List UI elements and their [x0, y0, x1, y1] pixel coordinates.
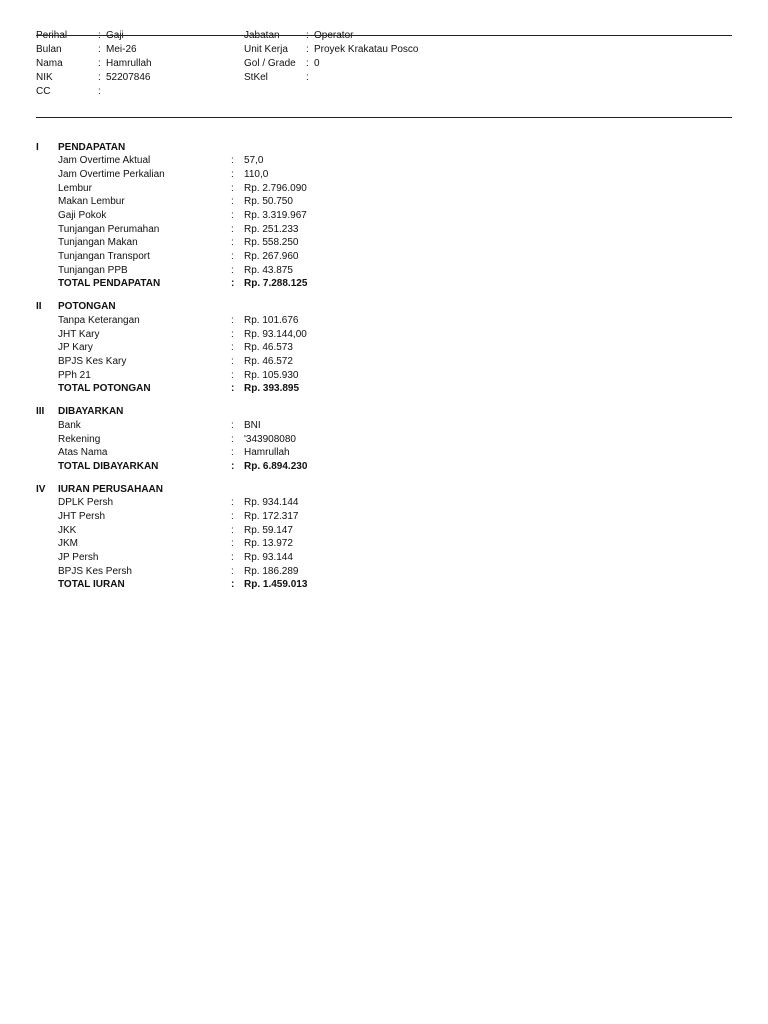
line-item-value: Rp. 13.972: [244, 538, 293, 549]
line-item: [0, 210, 768, 223]
line-item-label: Tunjangan Perumahan: [58, 224, 160, 235]
line-item-value: Rp. 43.875: [244, 265, 293, 276]
total-label: TOTAL IURAN: [58, 579, 125, 590]
line-item-label: Tanpa Keterangan: [58, 315, 140, 326]
header-label-nama: Nama: [36, 58, 63, 69]
line-item-label: Atas Nama: [58, 447, 108, 458]
line-item-value: Rp. 3.319.967: [244, 210, 307, 221]
section-number: I: [36, 142, 39, 153]
line-item-label: JHT Persh: [58, 511, 106, 522]
line-item-colon: :: [231, 566, 234, 577]
header-value-nik: 52207846: [106, 72, 151, 83]
line-item-value: '343908080: [244, 434, 296, 445]
line-item-colon: :: [231, 265, 234, 276]
line-item-value: Hamrullah: [244, 447, 290, 458]
line-item-label: Tunjangan Makan: [58, 237, 138, 248]
header-value-perihal: Gaji: [106, 30, 124, 41]
line-item: [0, 342, 768, 355]
line-item-value: Rp. 934.144: [244, 497, 299, 508]
header-colon: :: [98, 86, 101, 97]
line-item-label: BPJS Kes Kary: [58, 356, 127, 367]
total-colon: :: [231, 579, 235, 590]
header-label-perihal: Perihal: [36, 30, 68, 41]
line-item: [0, 315, 768, 328]
total-row: [0, 278, 768, 291]
line-item-colon: :: [231, 169, 234, 180]
line-item-colon: :: [231, 552, 234, 563]
header-label-bulan: Bulan: [36, 44, 62, 55]
line-item: [0, 552, 768, 565]
line-item-label: JP Persh: [58, 552, 99, 563]
line-item: [0, 169, 768, 182]
line-item: [0, 155, 768, 168]
line-item-colon: :: [231, 538, 234, 549]
line-item-label: PPh 21: [58, 370, 91, 381]
line-item-colon: :: [231, 525, 234, 536]
line-item-colon: :: [231, 447, 234, 458]
line-item-value: Rp. 105.930: [244, 370, 299, 381]
line-item: [0, 434, 768, 447]
line-item: [0, 356, 768, 369]
line-item-value: Rp. 50.750: [244, 196, 293, 207]
header-colon: :: [306, 30, 309, 41]
section-title: DIBAYARKAN: [58, 406, 124, 417]
line-item-value: Rp. 558.250: [244, 237, 299, 248]
line-item-value: Rp. 46.573: [244, 342, 293, 353]
line-item-value: Rp. 172.317: [244, 511, 299, 522]
line-item-value: Rp. 251.233: [244, 224, 299, 235]
line-item-label: Bank: [58, 420, 81, 431]
line-item: [0, 370, 768, 383]
header-colon: :: [306, 44, 309, 55]
line-item-colon: :: [231, 224, 234, 235]
total-row: [0, 461, 768, 474]
line-item-colon: :: [231, 183, 234, 194]
total-row: [0, 579, 768, 592]
total-value: Rp. 6.894.230: [244, 461, 308, 472]
header-value-gol-grade: 0: [314, 58, 320, 69]
line-item: [0, 447, 768, 460]
total-colon: :: [231, 383, 235, 394]
line-item: [0, 224, 768, 237]
section-number: III: [36, 406, 45, 417]
line-item-colon: :: [231, 196, 234, 207]
line-item-colon: :: [231, 315, 234, 326]
header-value-bulan: Mei-26: [106, 44, 137, 55]
line-item-value: 110,0: [244, 169, 269, 180]
header-label-nik: NIK: [36, 72, 53, 83]
line-item: [0, 265, 768, 278]
line-item: [0, 566, 768, 579]
total-value: Rp. 7.288.125: [244, 278, 308, 289]
header-value-nama: Hamrullah: [106, 58, 152, 69]
line-item: [0, 237, 768, 250]
line-item-value: Rp. 46.572: [244, 356, 293, 367]
line-item-colon: :: [231, 342, 234, 353]
line-item-value: Rp. 93.144,00: [244, 329, 307, 340]
header-label-unit-kerja: Unit Kerja: [244, 44, 288, 55]
line-item-colon: :: [231, 497, 234, 508]
line-item-label: JKK: [58, 525, 77, 536]
header-value-unit-kerja: Proyek Krakatau Posco: [314, 44, 419, 55]
line-item: [0, 196, 768, 209]
header-colon: :: [98, 44, 101, 55]
line-item-colon: :: [231, 370, 234, 381]
line-item-label: Gaji Pokok: [58, 210, 107, 221]
header-colon: :: [98, 58, 101, 69]
line-item: [0, 525, 768, 538]
line-item: [0, 420, 768, 433]
header-value-jabatan: Operator: [314, 30, 354, 41]
line-item-value: Rp. 267.960: [244, 251, 299, 262]
header-bottom-rule: [36, 117, 732, 118]
line-item-label: DPLK Persh: [58, 497, 114, 508]
line-item-value: Rp. 59.147: [244, 525, 293, 536]
line-item-value: 57,0: [244, 155, 264, 166]
line-item: [0, 497, 768, 510]
line-item-label: JP Kary: [58, 342, 93, 353]
line-item-colon: :: [231, 237, 234, 248]
total-value: Rp. 393.895: [244, 383, 300, 394]
header-colon: :: [98, 30, 101, 41]
line-item: [0, 329, 768, 342]
line-item-colon: :: [231, 251, 234, 262]
line-item-label: BPJS Kes Persh: [58, 566, 132, 577]
line-item-value: Rp. 101.676: [244, 315, 299, 326]
section-title: PENDAPATAN: [58, 142, 126, 153]
total-label: TOTAL DIBAYARKAN: [58, 461, 159, 472]
total-value: Rp. 1.459.013: [244, 579, 308, 590]
total-colon: :: [231, 461, 235, 472]
line-item-value: Rp. 186.289: [244, 566, 299, 577]
line-item: [0, 183, 768, 196]
section-title: POTONGAN: [58, 301, 116, 312]
line-item-label: JKM: [58, 538, 78, 549]
line-item-label: Jam Overtime Perkalian: [58, 169, 165, 180]
header-label-stkel: StKel: [244, 72, 268, 83]
section-title: IURAN PERUSAHAAN: [58, 484, 164, 495]
line-item-colon: :: [231, 329, 234, 340]
line-item-value: BNI: [244, 420, 261, 431]
line-item-colon: :: [231, 434, 234, 445]
total-row: [0, 383, 768, 396]
header-colon: :: [306, 58, 309, 69]
line-item-label: Lembur: [58, 183, 92, 194]
header-colon: :: [306, 72, 309, 83]
line-item: [0, 511, 768, 524]
line-item-label: Jam Overtime Aktual: [58, 155, 151, 166]
line-item-value: Rp. 93.144: [244, 552, 293, 563]
header-label-jabatan: Jabatan: [244, 30, 280, 41]
line-item-label: JHT Kary: [58, 329, 100, 340]
line-item-label: Makan Lembur: [58, 196, 125, 207]
header-top-rule: [36, 35, 732, 36]
section-number: IV: [36, 484, 46, 495]
header-colon: :: [98, 72, 101, 83]
section-number: II: [36, 301, 42, 312]
line-item-colon: :: [231, 155, 234, 166]
total-label: TOTAL POTONGAN: [58, 383, 151, 394]
total-colon: :: [231, 278, 235, 289]
line-item-label: Rekening: [58, 434, 101, 445]
header-label-gol-grade: Gol / Grade: [244, 58, 296, 69]
line-item-colon: :: [231, 356, 234, 367]
line-item-value: Rp. 2.796.090: [244, 183, 307, 194]
line-item-label: Tunjangan Transport: [58, 251, 150, 262]
total-label: TOTAL PENDAPATAN: [58, 278, 161, 289]
line-item-colon: :: [231, 420, 234, 431]
line-item-label: Tunjangan PPB: [58, 265, 128, 276]
line-item: [0, 538, 768, 551]
header-label-cc: CC: [36, 86, 51, 97]
line-item: [0, 251, 768, 264]
line-item-colon: :: [231, 210, 234, 221]
line-item-colon: :: [231, 511, 234, 522]
